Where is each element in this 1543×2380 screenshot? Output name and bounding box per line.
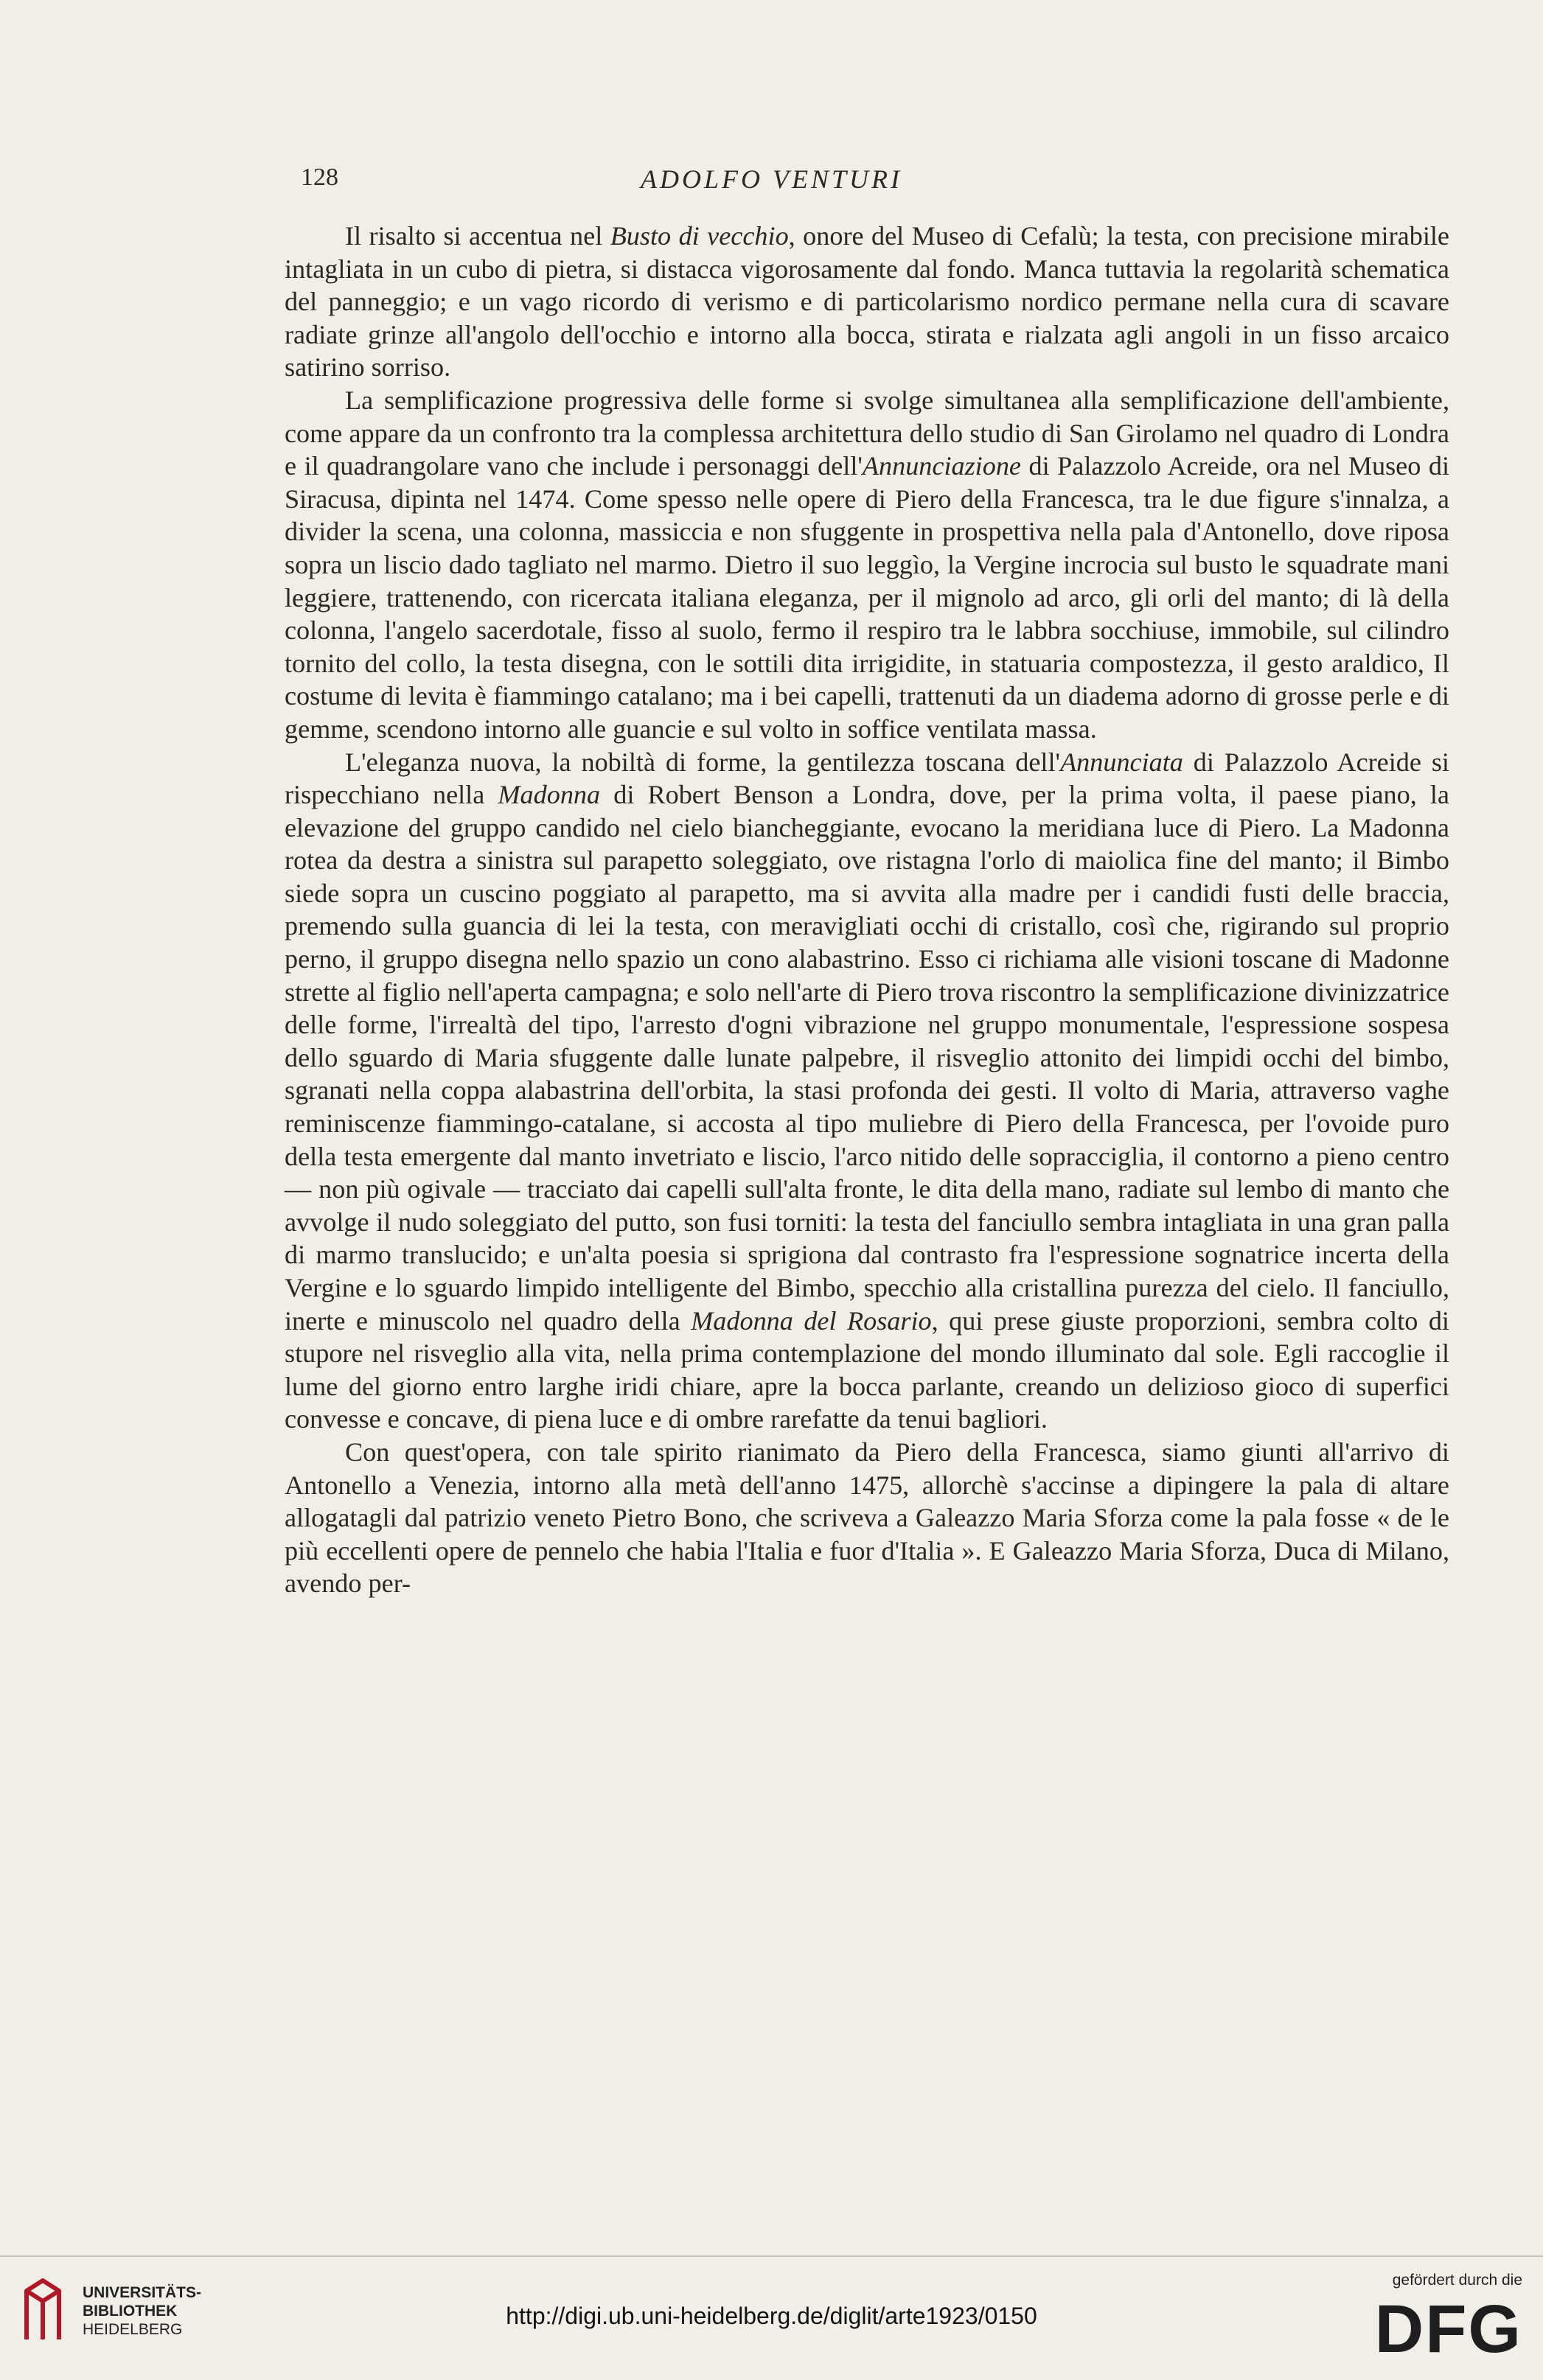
text-run: Il risalto si accentua nel xyxy=(345,221,610,251)
text-run: La semplificazione progressiva delle forme si svolge simultanea alla semplificazione dell'ambiente, come appare da un confronto tra la complessa architettura dello studio di San Girolamo nel quadro di Londra e il quadrangolare vano che include i personaggi dell' xyxy=(285,385,1449,481)
italic-title: Busto di vecchio xyxy=(610,221,789,251)
italic-title: Annunciazione xyxy=(862,451,1021,481)
text-run: L'eleganza nuova, la nobiltà di forme, la gentilezza toscana dell' xyxy=(345,747,1061,777)
text-run: di Palazzolo Acreide si rispecchiano nella xyxy=(285,747,1449,810)
paragraph xyxy=(285,220,1449,384)
paragraph xyxy=(285,746,1449,1436)
institution-line: HEIDELBERG xyxy=(83,2321,183,2338)
funding-label: gefördert durch die xyxy=(1392,2272,1522,2289)
body-text xyxy=(285,220,1449,1600)
paragraph xyxy=(285,384,1449,746)
institution-line: BIBLIOTHEK xyxy=(83,2303,178,2320)
dfg-logo[interactable]: DFG xyxy=(1374,2292,1522,2367)
running-title: ADOLFO VENTURI xyxy=(641,164,902,194)
page-number: 128 xyxy=(301,164,338,191)
institution-line: UNIVERSITÄTS- xyxy=(83,2284,202,2301)
paragraph xyxy=(285,1436,1449,1600)
text-run: Con quest'opera, con tale spirito rianimato da Piero della Francesca, siamo giunti all'arrivo di Antonello a Venezia, intorno alla metà dell'anno 1475, allorchè s'accinse a dipingere la pala di altare allogatagli dal patrizio veneto Pietro Bono, che scriveva a Galeazzo Maria Sforza come la pala fosse « de le più eccellenti opere de pennelo che habia l'Italia e fuor d'Italia ». E Galeazzo Maria Sforza, Duca di Milano, avendo per- xyxy=(285,1437,1449,1599)
funding-credit xyxy=(1374,2272,1522,2367)
text-run: , qui prese giuste proporzioni, sembra colto di stupore nel risveglio alla vita, nella prima contemplazione del mondo illuminato dal sole. Egli raccoglie il lume del giorno entro larghe iridi chiare, apre la bocca parlante, creando un delizioso gioco di superfici convesse e concave, di piena luce e di ombre rarefatte da tenui bagliori. xyxy=(285,1305,1449,1434)
italic-title: Madonna del Rosario xyxy=(691,1305,932,1336)
text-run: , onore del Museo di Cefalù; la testa, con precisione mirabile intagliata in un cubo di pietra, si distacca vigorosamente dal fondo. Manca tuttavia la regolarità schematica del panneggio; e un vago ricordo di verismo e di particolarismo nordico permane nella cura di scavare radiate grinze all'angolo dell'occhio e intorno alla bocca, stirata e rialzata agli angoli in un fisso arcaico satirino sorriso. xyxy=(285,221,1449,383)
digitization-footer xyxy=(0,2255,1543,2380)
italic-title: Annunciata xyxy=(1060,747,1183,777)
text-run: di Palazzolo Acreide, ora nel Museo di Siracusa, dipinta nel 1474. Come spesso nelle opere di Piero della Francesca, tra le due figure s'innalza, a divider la scena, una colonna, massiccia e non sfuggente in prospettiva nella pala d'Antonello, dove riposa sopra un liscio dado tagliato nel marmo. Dietro il suo leggìo, la Vergine incrocia sul busto le squadrate mani leggiere, trattenendo, con ricercata italiana eleganza, per il mignolo ad arco, gli orli del manto; di là della colonna, l'angelo sacerdotale, fisso al suolo, fermo il respiro tra le labbra socchiuse, immobile, sul cilindro tornito del collo, la testa disegna, con le sottili dita irrigidite, in statuaria compostezza, il gesto araldico, Il costume di levita è fiammingo catalano; ma i bei capelli, trattenuti da un diadema adorno di grosse perle e di gemme, scendono intorno alle guancie e sul volto in soffice ventilata massa. xyxy=(285,451,1449,744)
italic-title: Madonna xyxy=(498,780,601,810)
permalink-url[interactable]: http://digi.ub.uni-heidelberg.de/diglit/arte1923/0150 xyxy=(506,2303,1037,2329)
text-run: di Robert Benson a Londra, dove, per la prima volta, il paese piano, la elevazione del gruppo candido nel cielo biancheggiante, evocano la meridiana luce di Piero. La Madonna rotea da destra a sinistra sul parapetto soleggiato, ove ristagna l'orlo di maiolica fine del manto; il Bimbo siede sopra un cuscino poggiato al parapetto, ma si avvita alla madre per i candidi fusti delle braccia, premendo sulla guancia di lei la testa, con meravigliati occhi di cristallo, così che, rigirando sul proprio perno, il gruppo disegna nello spazio un cono alabastrino. Esso ci richiama alle visioni toscane di Madonne strette al figlio nell'aperta campagna; e solo nell'arte di Piero trova riscontro la semplificazione divinizzatrice delle forme, l'irrealtà del tipo, l'arresto d'ogni vibrazione nel gruppo monumentale, l'espressione sospesa dello sguardo di Maria sfuggente dalle lunate palpebre, il risveglio attonito dei limpidi occhi del bimbo, sgranati nella coppa alabastrina dell'orbita, la stasi profonda dei gesti. Il volto di Maria, attraverso vaghe reminiscenze fiammingo-catalane, si accosta al tipo muliebre di Piero della Francesca, per l'ovoide puro della testa emergente dal manto invetriato e liscio, l'arco nitido delle sopracciglia, il contorno a pieno centro — non più ogivale — tracciato dai capelli sull'alta fronte, le dita della mano, radiate sul lembo di manto che avvolge il nudo soleggiato del putto, son fusi torniti: la testa del fanciullo sembra intagliata in una gran palla di marmo translucido; e un'alta poesia si sprigiona dal contrasto fra l'espressione sognatrice incerta della Vergine e lo sguardo limpido intelligente del Bimbo, specchio alla cristallina purezza del cielo. Il fanciullo, inerte e minuscolo nel quadro della xyxy=(285,780,1449,1336)
